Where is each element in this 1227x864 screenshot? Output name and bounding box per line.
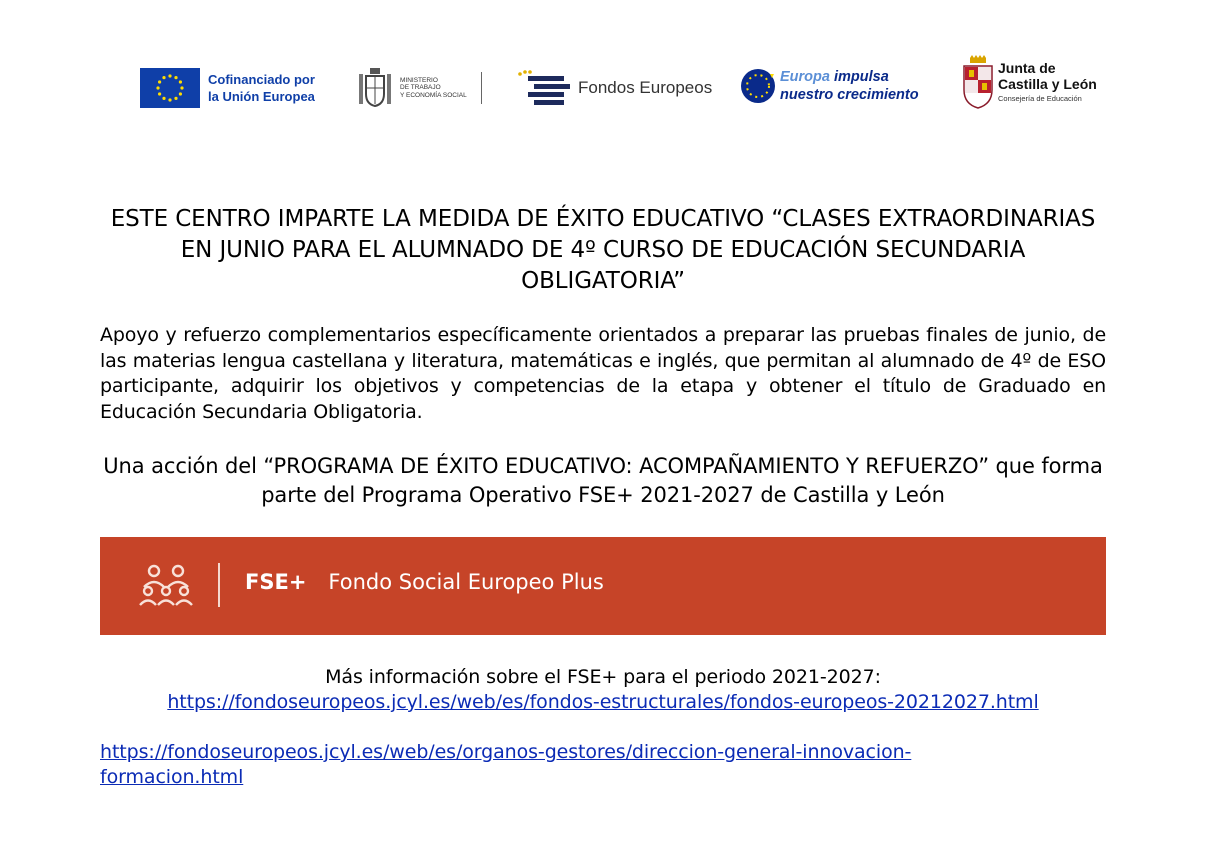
fse-name: Fondo Social Europeo Plus: [328, 570, 604, 594]
logo-strip: [0, 52, 1227, 128]
eu-logo-text: Cofinanciado por la Unión Europea: [208, 72, 315, 104]
fse-abbr: FSE+: [245, 570, 307, 594]
more-info-text: Más información sobre el FSE+ para el periodo 2021-2027:: [325, 666, 881, 688]
banner-label: [245, 570, 604, 594]
junta-text: Junta de Castilla y León Consejería de Educación: [998, 60, 1097, 103]
people-group-icon: [134, 561, 198, 609]
description-paragraph: Apoyo y refuerzo complementarios específicamente orientados a preparar las pruebas finales de junio, de las materias lengua castellana y literatura, matemáticas e inglés, que permitan al alumnado de 4º de ESO participante, adquirir los objetivos y competencias de la etapa y obtener el título de Graduado en Educación Secundaria Obligatoria.: [100, 324, 1106, 423]
banner-divider: [218, 563, 220, 607]
eu-flag-icon: [140, 68, 200, 108]
eu-cofinanced-logo: [140, 68, 315, 108]
europa-impulsa-logo: [740, 64, 919, 108]
direccion-general-link-block: [100, 740, 1106, 790]
ministerio-text: MINISTERIO DE TRABAJO Y ECONOMÍA SOCIAL: [400, 76, 467, 99]
coat-of-arms-icon: [356, 66, 394, 110]
fondos-europeos-logo: [516, 70, 712, 106]
fondos-europeos-link[interactable]: https://fondoseuropeos.jcyl.es/web/es/fondos-estructurales/fondos-europeos-20212027.html: [167, 691, 1039, 713]
eu-star-circle-icon: [740, 64, 776, 108]
more-info: [100, 665, 1106, 715]
ministerio-logo: [356, 66, 482, 110]
castilla-leon-shield-icon: [962, 54, 994, 110]
fondos-europeos-label: Fondos Europeos: [578, 78, 713, 97]
page-title: ESTE CENTRO IMPARTE LA MEDIDA DE ÉXITO EDUCATIVO “CLASES EXTRAORDINARIAS EN JUNIO PARA EL ALUMNADO DE 4º CURSO DE EDUCACIÓN SECUNDARIA OBLIGATORIA”: [110, 206, 1096, 294]
europa-impulsa-text: Europa impulsa nuestro crecimiento: [780, 69, 919, 103]
direccion-general-link[interactable]: https://fondoseuropeos.jcyl.es/web/es/organos-gestores/direccion-general-innovacion- formacion.html: [100, 741, 912, 788]
logo-divider: [481, 72, 482, 104]
fondos-europeos-icon: [516, 70, 570, 106]
fse-plus-banner: [100, 537, 1106, 635]
junta-castilla-leon-logo: [962, 54, 1097, 110]
program-statement: Una acción del “PROGRAMA DE ÉXITO EDUCATIVO: ACOMPAÑAMIENTO Y REFUERZO” que forma parte del Programa Operativo FSE+ 2021-2027 de Castilla y León: [103, 454, 1103, 507]
